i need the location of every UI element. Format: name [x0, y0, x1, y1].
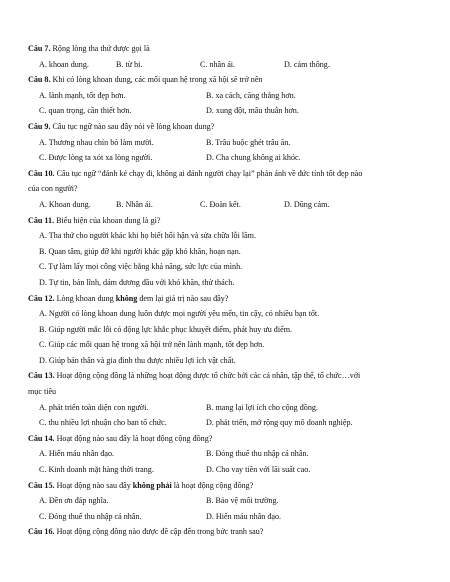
option-c: C. Kinh doanh mặt hàng thời trang. [39, 465, 154, 475]
question-sheet [28, 44, 438, 537]
question-text-before: Lòng khoan dung [56, 293, 114, 303]
question-text: Rộng lòng tha thứ được gọi là [52, 44, 150, 53]
option-d: D. xung đột, mâu thuẫn hơn. [206, 106, 299, 116]
option-d: D. phát triển, mở rộng quy mô doanh nghiệp. [206, 418, 353, 428]
option-a: A. Thương nhau chín bỏ làm mười. [39, 137, 154, 147]
question-text-before: Hoạt động nào sau đây [56, 480, 131, 490]
option-b: B. Trâu buộc ghét trâu ăn. [206, 137, 291, 147]
option-b: B. từ bi. [116, 59, 143, 69]
option-d: D. Cha chung không ai khóc. [206, 153, 301, 163]
question-text-emphasis: không phải [132, 480, 172, 490]
question-14 [28, 434, 438, 475]
option-c: C. Đóng thuế thu nhập cá nhân. [39, 511, 142, 521]
option-a: A. Tha thứ cho người khác khi họ biết hối hận và sửa chữa lỗi lầm. [39, 231, 257, 241]
option-a: A. Khoan dung. [39, 199, 91, 209]
question-13 [28, 371, 438, 428]
question-text: Hoạt động nào sau đây là hoạt động cộng đồng? [56, 433, 213, 443]
option-c: C. Được lòng ta xót xa lòng người. [39, 153, 153, 163]
option-b: B. Quan tâm, giúp đỡ khi người khác gặp khó khăn, hoạn nạn. [39, 246, 241, 256]
question-text: Khi có lòng khoan dung, các mối quan hệ trong xã hội sẽ trở nên [52, 75, 263, 85]
option-d: D. cảm thông. [284, 59, 330, 69]
question-text-line-2: của con người? [28, 184, 78, 194]
option-c: C. Đoàn kết. [200, 199, 241, 209]
option-c: C. quan trọng, cần thiết hơn. [39, 106, 132, 116]
question-text-line-1: Câu tục ngữ “đánh kẻ chạy đi, không ai đánh người chạy lại” phản ánh về đức tính tốt đẹp nào [56, 168, 363, 178]
option-a: A. lành mạnh, tốt đẹp hơn. [39, 90, 126, 100]
question-number: Câu 11. [28, 215, 55, 225]
question-number: Câu 12. [28, 293, 55, 303]
question-7 [28, 44, 438, 70]
option-b: B. Bảo vệ môi trường. [206, 496, 279, 506]
question-text-line-1: Hoạt động cộng đồng là những hoạt động được tổ chức bởi các cá nhân, tập thể, tổ chức…với [56, 371, 361, 381]
option-d: D. Giúp bản thân và gia đình thu được nhiều lợi ích vật chất. [39, 355, 236, 365]
question-12 [28, 294, 438, 366]
question-number: Câu 7. [28, 44, 51, 53]
question-11 [28, 216, 438, 288]
question-number: Câu 16. [28, 527, 55, 537]
option-d: D. Tự tin, bản lĩnh, dám đương đầu với khó khăn, thử thách. [39, 277, 235, 287]
question-text-after: đem lại giá trị nào sau đây? [139, 293, 229, 303]
question-number: Câu 9. [28, 121, 51, 131]
question-text: Biểu hiện của khoan dung là gì? [56, 215, 161, 225]
option-a: A. phát triển toàn diện con người. [39, 402, 149, 412]
question-text-emphasis: không [115, 293, 138, 303]
option-b: B. Đóng thuế thu nhập cá nhân. [206, 449, 309, 459]
option-c: C. Giúp các mối quan hệ trong xã hội trở nên lành mạnh, tốt đẹp hơn. [39, 340, 265, 350]
question-text-line-2: mục tiêu [28, 387, 57, 397]
question-number: Câu 8. [28, 75, 51, 85]
question-number: Câu 14. [28, 433, 55, 443]
question-10 [28, 169, 438, 210]
question-text-after: là hoạt động cộng đồng? [173, 480, 254, 490]
option-c: C. nhân ái. [200, 59, 236, 69]
option-a: A. khoan dung. [39, 59, 89, 69]
question-number: Câu 13. [28, 371, 55, 381]
option-b: B. Nhân ái. [116, 199, 153, 209]
question-9 [28, 122, 438, 163]
question-number: Câu 10. [28, 168, 55, 178]
option-c: C. Tự làm lấy mọi công việc bằng khả năng, sức lực của mình. [39, 262, 243, 272]
option-d: D. Cho vay tiền với lãi suất cao. [206, 465, 311, 475]
option-d: D. Hiến máu nhân đạo. [206, 511, 282, 521]
question-8 [28, 75, 438, 116]
question-number: Câu 15. [28, 480, 55, 490]
option-a: A. Hiến máu nhân đạo. [39, 449, 115, 459]
question-15 [28, 481, 438, 522]
option-d: D. Dũng cảm. [284, 199, 330, 209]
option-a: A. Người có lòng khoan dung luôn được mọi người yêu mến, tin cậy, có nhiều bạn tốt. [39, 309, 320, 319]
option-b: B. Giúp người mắc lỗi có động lực khắc phục khuyết điểm, phát huy ưu điểm. [39, 324, 293, 334]
option-c: C. thu nhiều lợi nhuận cho ban tổ chức. [39, 418, 167, 428]
option-b: B. xa cách, căng thẳng hơn. [206, 90, 296, 100]
question-16 [28, 527, 438, 537]
question-text: Hoạt động cộng đồng nào được đề cập đến trong bức tranh sau? [56, 527, 264, 537]
question-text: Câu tục ngữ nào sau đây nói về lòng khoan dung? [52, 121, 215, 131]
option-a: A. Đền ơn đáp nghĩa. [39, 496, 109, 506]
option-b: B. mang lại lợi ích cho cộng đồng. [206, 402, 318, 412]
